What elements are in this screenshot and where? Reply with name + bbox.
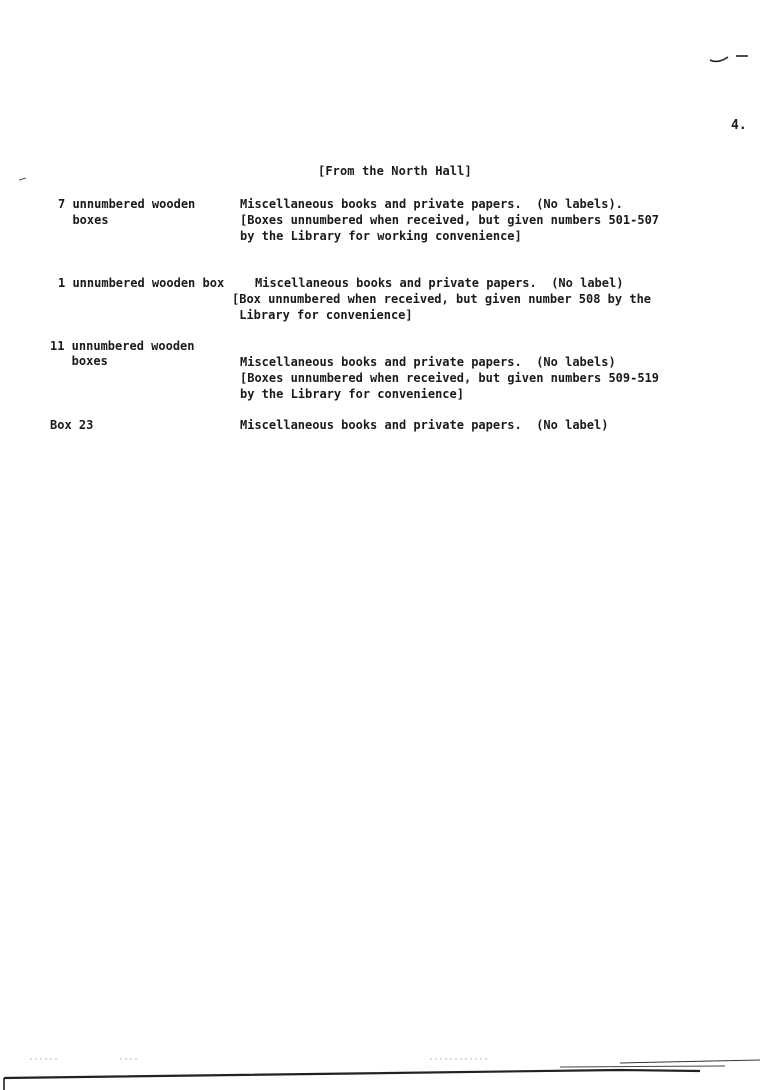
entry-description: Miscellaneous books and private papers. (No labels) [240,355,616,369]
entry-quantity: boxes [50,354,108,368]
entry-description: by the Library for working convenience] [240,229,522,243]
entry-description: [Box unnumbered when received, but given number 508 by the [232,292,652,306]
entry-quantity: 1 unnumbered wooden box [58,276,225,290]
entry-description: by the Library for convenience] [240,387,464,401]
entry-quantity: 7 unnumbered wooden [58,197,196,211]
entry-description: [Boxes unnumbered when received, but given numbers 509-519 [240,371,660,385]
entry-description: Miscellaneous books and private papers. (No labels). [240,197,623,211]
page-number: 4. [731,118,747,133]
entry-quantity: 11 unnumbered wooden [50,339,195,353]
entry-description: Library for convenience] [232,308,413,322]
pen-stroke-mark [706,48,756,68]
scan-edge-lines [0,1056,765,1090]
entry-description: Miscellaneous books and private papers. (No label) [255,276,624,290]
entry-quantity: Box 23 [50,418,94,432]
speck-mark [18,176,28,182]
entry-description: [Boxes unnumbered when received, but given numbers 501-507 [240,213,660,227]
entry-description: Miscellaneous books and private papers. (No label) [240,418,609,432]
entry-quantity: boxes [58,213,109,227]
section-heading: [From the North Hall] [318,164,472,178]
